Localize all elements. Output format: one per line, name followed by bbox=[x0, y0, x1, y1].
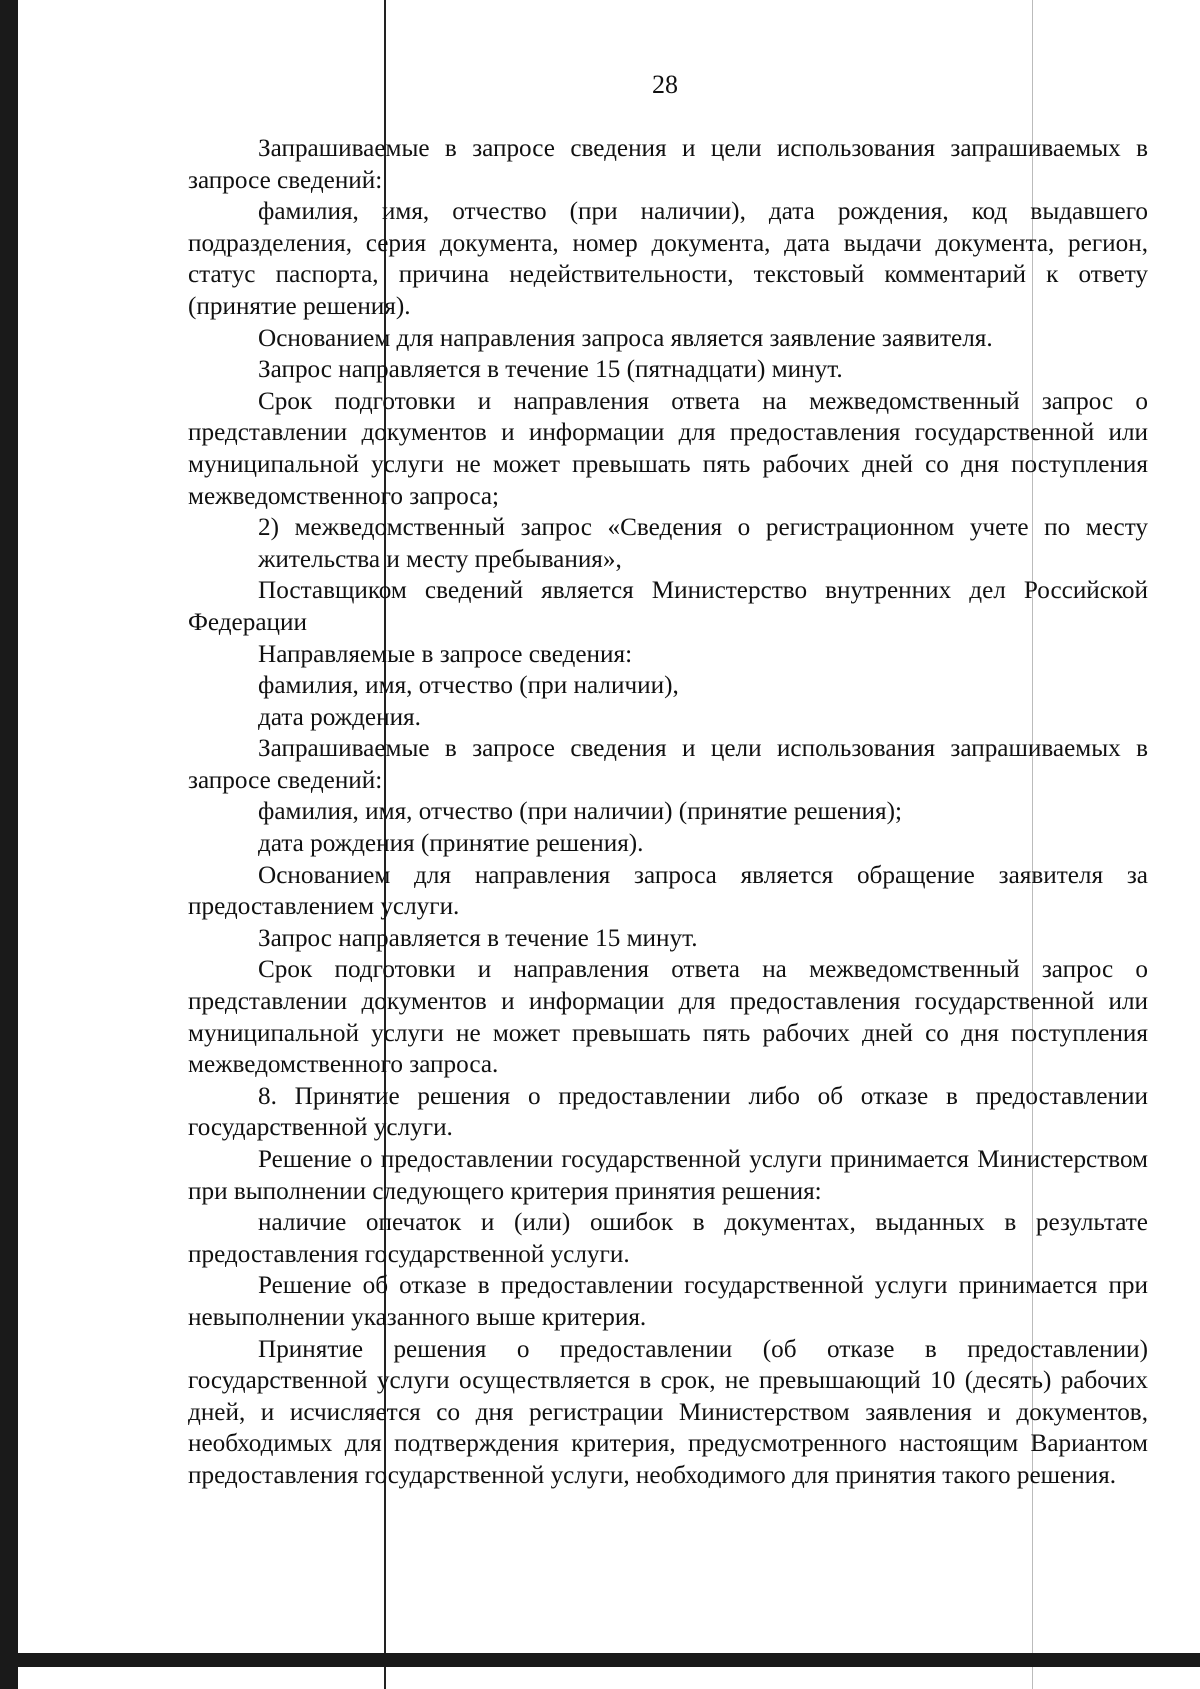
paragraph: Срок подготовки и направления ответа на межведомственный запрос о представлении документов и информации для предоставления государственной или муниципальной услуги не может превышать пять рабочих дней со дня поступления межведомственного запроса; bbox=[188, 387, 1148, 510]
paragraph: фамилия, имя, отчество (при наличии) (принятие решения); bbox=[258, 798, 903, 826]
paragraph: фамилия, имя, отчество (при наличии), bbox=[258, 672, 679, 700]
paragraph: Направляемые в запросе сведения: bbox=[258, 640, 633, 668]
paragraph: Основанием для направления запроса является заявление заявителя. bbox=[258, 324, 993, 352]
paragraph: фамилия, имя, отчество (при наличии), дата рождения, код выдавшего подразделения, серия документа, номер документа, дата выдачи документа, регион, статус паспорта, причина недействительности, текстовый комментарий к ответу (принятие решения). bbox=[188, 198, 1148, 320]
scan-left-edge bbox=[0, 0, 18, 1689]
paragraph: Основанием для направления запроса является обращение заявителя за предоставлением услуги. bbox=[188, 861, 1148, 921]
paragraph: Решение об отказе в предоставлении государственной услуги принимается при невыполнении указанного выше критерия. bbox=[188, 1272, 1148, 1331]
document-body bbox=[188, 133, 1148, 1492]
page-number: 28 bbox=[652, 70, 678, 99]
paragraph: Срок подготовки и направления ответа на межведомственный запрос о представлении документов и информации для предоставления государственной или муниципальной услуги не может превышать пять рабочих дней со дня поступления межведомственного запроса. bbox=[188, 956, 1148, 1079]
paragraph: Поставщиком сведений является Министерство внутренних дел Российской Федерации bbox=[188, 577, 1148, 636]
paragraph: Запрашиваемые в запросе сведения и цели использования запрашиваемых в запросе сведений: bbox=[188, 735, 1148, 794]
paragraph: дата рождения (принятие решения). bbox=[258, 830, 644, 858]
paragraph: Запрашиваемые в запросе сведения и цели использования запрашиваемых в запросе сведений: bbox=[188, 135, 1148, 194]
paragraph: Запрос направляется в течение 15 (пятнадцати) минут. bbox=[258, 356, 843, 384]
paragraph: Решение о предоставлении государственной услуги принимается Министерством при выполнении следующего критерия принятия решения: bbox=[188, 1146, 1148, 1205]
paragraph: Принятие решения о предоставлении (об отказе в предоставлении) государственной услуги осуществляется в срок, не превышающий 10 (десять) рабочих дней, и исчисляется со дня регистрации Министерством заявления и документов, необходимых для подтверждения критерия, предусмотренного настоящим Вариантом предоставления государственной услуги, необходимого для принятия такого решения. bbox=[188, 1335, 1148, 1489]
paragraph: дата рождения. bbox=[258, 703, 421, 731]
paragraph: наличие опечаток и (или) ошибок в документах, выданных в результате предоставления государственной услуги. bbox=[188, 1209, 1148, 1268]
paragraph: Запрос направляется в течение 15 минут. bbox=[258, 924, 698, 952]
paragraph: 8. Принятие решения о предоставлении либо об отказе в предоставлении государственной услуги. bbox=[188, 1082, 1148, 1142]
scan-bottom-edge bbox=[18, 1653, 1200, 1667]
paragraph: 2) межведомственный запрос «Сведения о регистрационном учете по месту жительства и месту пребывания», bbox=[258, 514, 1148, 573]
